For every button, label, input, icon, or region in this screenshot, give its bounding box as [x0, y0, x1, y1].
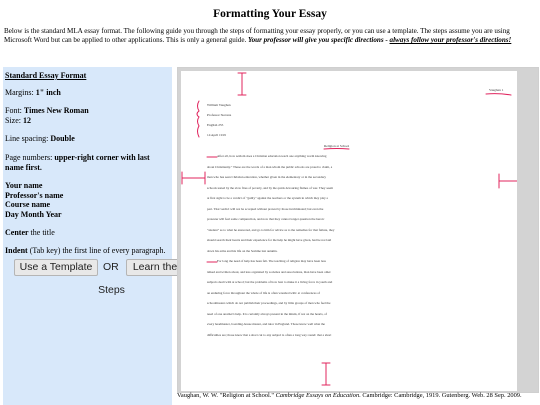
heading-bracket: [197, 101, 199, 137]
page-header: Vaughan 1: [489, 88, 504, 92]
guide-header-line: Your name: [5, 181, 43, 190]
guide-indent: Indent (Tab key) the first line of every paragraph.: [5, 246, 166, 255]
page-title: Formatting Your Essay: [213, 8, 327, 20]
essay-body-line: talked and written about, and less organized by societies and associations, than have been other: [207, 269, 331, 274]
essay-body-line: For long the need of help has been felt. The teaching of religion may have been less: [217, 259, 326, 263]
essay-title: Religion at School: [324, 144, 350, 148]
essay-body-line: down his arms and his life on the Somme last autumn.: [207, 248, 278, 253]
learn-steps-button-continued[interactable]: Steps: [98, 284, 125, 296]
intro-emphasis: Your professor will give you specific directions - always follow your professor's directions!: [248, 36, 512, 45]
essay-body-line: After all, how seldom does a Christian education teach one anything worth knowing: [217, 154, 327, 158]
essay-body-line: difficulties are; those know that a short cut to any subject is often a long way round: that a short: [207, 332, 332, 337]
essay-body-line: need of one another's help. It is certainly always present in the minds, if not on the hearts, of: [207, 311, 327, 316]
essay-body-line: an enduring force throughout the whole of life is often wrestled with: at conferences of: [207, 290, 320, 295]
essay-body-line: "student" as to what he answered, and go to him for advice as to the remedies for that failure, they: [207, 227, 335, 232]
right-margin-marker: [499, 174, 517, 188]
sample-essay-page: [181, 71, 517, 391]
heading-line: William Vaughan: [207, 103, 231, 107]
essay-body-line: every headmaster, boarding-house master, and tutor in England. Those know well what the: [207, 322, 326, 326]
essay-body-line: protester will feel some compunction, and now that they cannot longer question the heroic: [207, 217, 325, 221]
essay-body-line: subjects dealt with at school; but the problems of how best to make it a living force in youth and: [207, 280, 333, 284]
essay-body-line: schools tested by the slow fires of poverty, and by the quick devouring flames of war. They seem: [207, 185, 333, 190]
guide-font: Font: Times New Roman: [5, 106, 89, 115]
margin-annotations: [181, 71, 517, 391]
page-header-underline: [486, 94, 511, 95]
guide-page-numbers: Page numbers: upper-right corner with last name first.: [5, 153, 150, 172]
heading-line: Professor Stevens: [207, 113, 232, 117]
intro-paragraph: [4, 27, 537, 45]
intro-text: Below is the standard MLA essay format. The following guide you through the steps of formatting your essay properly, or you can use a template. The steps assume you are using Microsoft Word but can be applied to other applications. This is only a general guide.: [4, 27, 510, 45]
essay-body-line: at first sight to be a verdict of "guilty" against the teachers or the system in which they play a: [207, 196, 328, 200]
guide-margins: Margins: 1" inch: [5, 88, 61, 97]
guide-heading: Standard Essay Format: [5, 71, 87, 80]
guide-size: Size: 12: [5, 115, 31, 125]
essay-body-line: part. That verdict will not be accepted without protest by those incriminated; but even the: [207, 206, 324, 211]
intro-emphasis-underlined: always follow your professor's directions!: [389, 36, 512, 45]
sample-essay-viewer[interactable]: [177, 67, 539, 393]
essay-body-line: about Christianity." These are the words of a man whom the public schools are proud to claim, a: [207, 164, 333, 169]
heading-line: English 255: [207, 123, 224, 127]
guide-header-line: Day Month Year: [5, 209, 62, 219]
learn-steps-button[interactable]: Learn the: [126, 259, 184, 276]
guide-line-spacing: Line spacing: Double: [5, 134, 75, 143]
title-underline: [324, 149, 349, 150]
guide-center-title: Center the title: [5, 228, 55, 237]
format-guide-panel: [3, 67, 172, 405]
bottom-margin-marker: [322, 363, 330, 385]
heading-line: 14 April 1919: [207, 133, 226, 137]
essay-body-line: schoolmasters which do not publish their proceedings, and by little groups of men who feel the: [207, 301, 331, 305]
left-margin-marker: [182, 172, 205, 184]
or-separator: OR: [103, 261, 119, 273]
use-template-button[interactable]: Use a Template: [14, 259, 98, 276]
top-margin-marker: [238, 73, 246, 95]
guide-header-lines: [5, 181, 170, 219]
essay-body-line: should search their hearts and their experience for the help he might have given, had he not laid: [207, 238, 332, 242]
source-citation: Vaughan, W. W. "Religion at School." Cambridge Essays on Education. Cambridge: Cambridge, 1919. Gutenberg. Web. 28 Sep. 2009.: [177, 392, 522, 399]
guide-header-line: Professor's name: [5, 190, 64, 200]
citation-title: Cambridge Essays on Education.: [275, 392, 361, 399]
essay-body-line: man who has seen Christian education, whether given in the elementary or in the secondary: [207, 175, 327, 179]
guide-header-line: Course name: [5, 200, 51, 210]
